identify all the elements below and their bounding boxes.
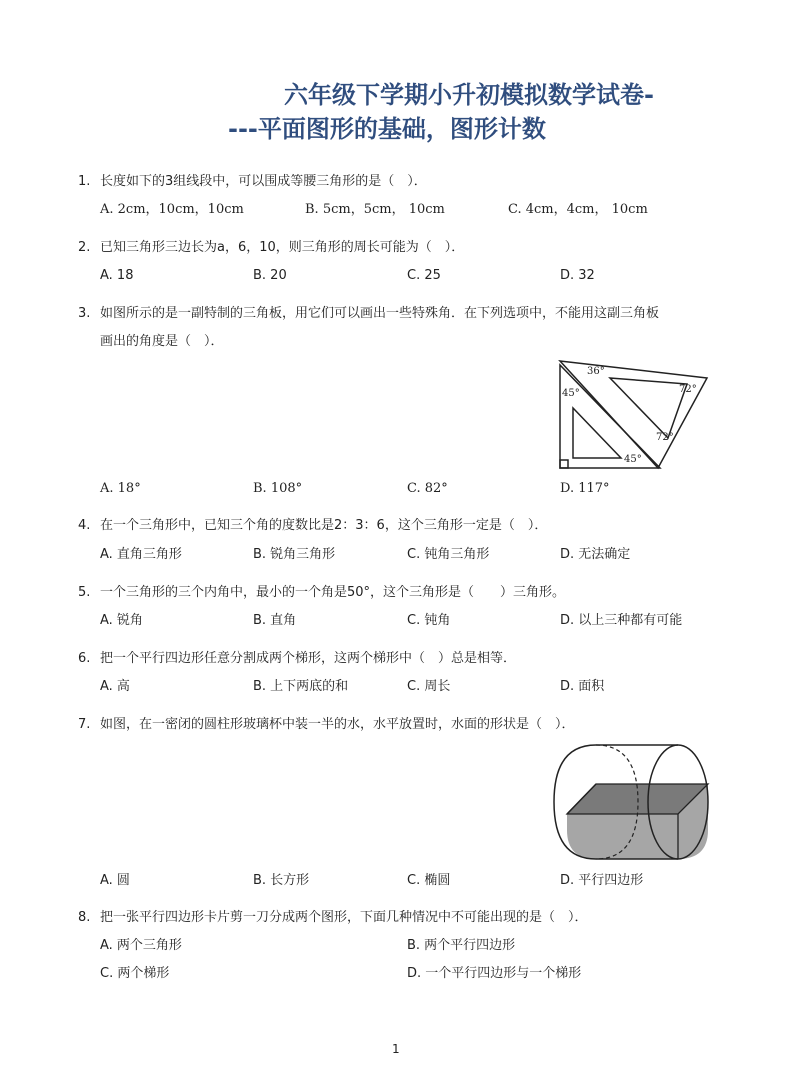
page-title-line1: 六年级下学期小升初模拟数学试卷- <box>284 81 654 109</box>
cylinder-figure <box>550 740 720 865</box>
question-number: 6. <box>78 651 91 666</box>
question-number: 8. <box>78 910 91 925</box>
option-a: A. 锐角 <box>100 613 143 628</box>
angle-label: 72° <box>679 384 697 395</box>
option-d: D. 面积 <box>560 679 605 694</box>
question-number: 4. <box>78 518 91 533</box>
option-a: A. 两个三角形 <box>100 938 182 953</box>
option-d: D. 平行四边形 <box>560 873 644 888</box>
angle-label: 36° <box>587 366 605 377</box>
option-d: D. 117° <box>560 481 610 496</box>
option-d: D. 32 <box>560 268 595 283</box>
option-c: C. 周长 <box>407 679 451 694</box>
option-d: D. 无法确定 <box>560 547 631 562</box>
question-text: 长度如下的3组线段中，可以围成等腰三角形的是（ ）． <box>100 174 427 189</box>
option-c: C. 82° <box>407 481 448 496</box>
option-a: A. 18° <box>100 481 141 496</box>
question-2 <box>78 238 464 258</box>
question-4 <box>78 516 547 536</box>
page-number: 1 <box>392 1042 400 1056</box>
question-text: 把一个平行四边形任意分割成两个梯形，这两个梯形中（ ）总是相等． <box>100 651 517 666</box>
right-angle-mark <box>560 460 568 468</box>
angle-label: 45° <box>562 388 580 399</box>
option-a: A. 高 <box>100 679 130 694</box>
question-3 <box>78 304 659 324</box>
option-b: B. 两个平行四边形 <box>407 938 516 953</box>
option-c: C. 钝角三角形 <box>407 547 490 562</box>
option-a: A. 圆 <box>100 873 130 888</box>
option-b: B. 20 <box>253 268 287 283</box>
page-title-line2: ---平面图形的基础，图形计数 <box>228 115 546 143</box>
question-6 <box>78 649 516 669</box>
question-text: 在一个三角形中，已知三个角的度数比是2：3：6，这个三角形一定是（ ）． <box>100 518 548 533</box>
option-b: B. 5cm，5cm， 10cm <box>305 202 445 217</box>
question-text: 如图，在一密闭的圆柱形玻璃杯中装一半的水，水平放置时，水面的形状是（ ）． <box>100 717 575 732</box>
option-b: B. 直角 <box>253 613 297 628</box>
option-b: B. 锐角三角形 <box>253 547 336 562</box>
option-a: A. 直角三角形 <box>100 547 182 562</box>
question-8 <box>78 908 588 928</box>
option-c: C. 25 <box>407 268 441 283</box>
question-number: 5. <box>78 585 91 600</box>
option-a: A. 18 <box>100 268 134 283</box>
angle-label: 72° <box>656 432 674 443</box>
question-3-continuation: 画出的角度是（ ）． <box>100 334 224 349</box>
option-b: B. 长方形 <box>253 873 310 888</box>
right-triangle-ruler-inner <box>573 408 621 458</box>
option-c: C. 钝角 <box>407 613 451 628</box>
option-c: C. 4cm，4cm， 10cm <box>508 202 648 217</box>
question-text: 一个三角形的三个内角中，最小的一个角是50°，这个三角形是（ ）三角形。 <box>100 585 566 600</box>
special-triangle-ruler-outer <box>560 361 707 468</box>
question-1 <box>78 172 427 192</box>
question-text: 把一张平行四边形卡片剪一刀分成两个图形，下面几种情况中不可能出现的是（ ）． <box>100 910 588 925</box>
question-number: 3. <box>78 306 91 321</box>
angle-label: 45° <box>624 454 642 465</box>
question-text: 已知三角形三边长为a，6，10，则三角形的周长可能为（ ）． <box>100 240 465 255</box>
option-b: B. 上下两底的和 <box>253 679 349 694</box>
option-c: C. 椭圆 <box>407 873 451 888</box>
option-d: D. 一个平行四边形与一个梯形 <box>407 966 582 981</box>
question-7 <box>78 715 575 735</box>
option-b: B. 108° <box>253 481 303 496</box>
question-number: 1. <box>78 174 91 189</box>
option-d: D. 以上三种都有可能 <box>560 613 683 628</box>
question-number: 7. <box>78 717 91 732</box>
question-number: 2. <box>78 240 91 255</box>
triangle-rulers-figure <box>555 356 715 472</box>
question-text: 如图所示的是一副特制的三角板，用它们可以画出一些特殊角．在下列选项中，不能用这副三角板 <box>100 306 660 321</box>
option-c: C. 两个梯形 <box>100 966 170 981</box>
question-5 <box>78 583 565 603</box>
option-a: A. 2cm，10cm，10cm <box>100 202 244 217</box>
